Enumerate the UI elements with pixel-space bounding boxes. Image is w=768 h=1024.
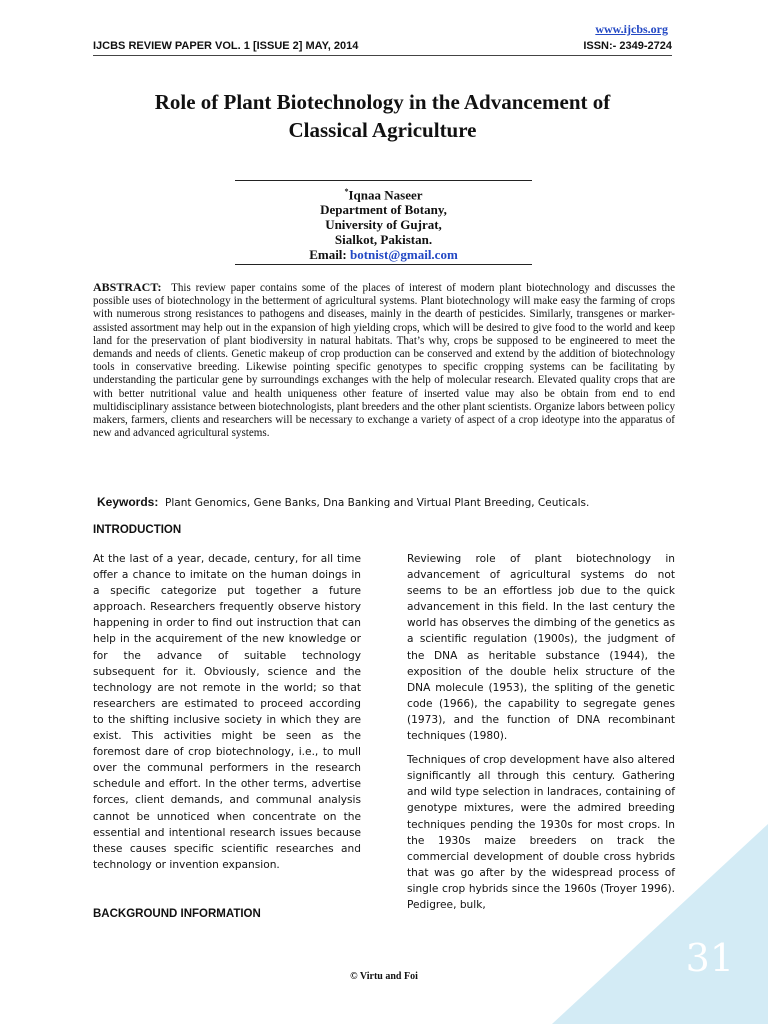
running-header	[93, 40, 672, 56]
title-line-1: Role of Plant Biotechnology in the Advancement of	[154, 90, 611, 114]
footer-copyright: © Virtu and Foi	[350, 971, 418, 982]
background-heading: BACKGROUND INFORMATION	[93, 908, 261, 920]
introduction-heading: INTRODUCTION	[93, 524, 182, 536]
author-email-line	[235, 247, 532, 262]
abstract-text: This review paper contains some of the places of interest of modern plant biotechnology and discusses the possible uses of biotechnology in the betterment of agricultural systems. Plant biotechnology will make easy the farming of crops with numerous strong resistances to pathogens and diseases, mainly in the dearth of pesticides. Similarly, transgenes or marker-assisted assortment may help out in the expansion of high yielding crops, which will be desired to give food to the world and keep land for the preservation of plant biodiversity in natural habitats. That’s why, crops be supposed to be engineered to meet the demands and needs of clients. Genetic makeup of crop production can be conserved and extend by the addition of biotechnology tools in conservative breeding. Likewise pointing specific genotypes to specific cropping systems can be facilitating by understanding the particular gene by surroundings exchanges with the help of molecular research. Elevated quality crops that are with better nutritional value and health uniqueness other feature of inserted value may also be obtain from end to end multidisciplinary assistance between biotechnologists, plant breeders and the other plant scientists. Organize labors between policy makers, farmers, clients and researchers will be necessary to exchange a variety of aspect of a crop ideotype into the apparatus of new and advanced agricultural systems.	[93, 282, 676, 440]
left-column	[93, 551, 361, 881]
keywords	[97, 495, 677, 509]
keywords-text: Plant Genomics, Gene Banks, Dna Banking and Virtual Plant Breeding, Ceuticals.	[165, 497, 590, 509]
keywords-label: Keywords:	[97, 495, 159, 509]
author-location: Sialkot, Pakistan.	[334, 232, 433, 248]
header-journal-info: IJCBS REVIEW PAPER VOL. 1 [ISSUE 2] MAY, 2014	[93, 40, 359, 52]
author-university: University of Gujrat,	[325, 217, 442, 233]
abstract	[93, 281, 675, 440]
paper-title	[93, 88, 672, 144]
header-issn: ISSN:- 2349-2724	[583, 40, 672, 52]
author-name-line	[235, 184, 532, 202]
right-paragraph-2: Techniques of crop development have also altered significantly all through this century. Gathering and wild type selection in landraces, containing of genotype mixtures, were the admired breeding techniques pending the 1930s for most crops. In the 1930s maize breeders on track the commercial development of double cross hybrids that was go after by the widespread process of single crop hybrids since the 1960s (Troyer 1996). Pedigree, bulk,	[407, 754, 675, 911]
site-link[interactable]: www.ijcbs.org	[595, 22, 668, 36]
author-department: Department of Botany,	[320, 202, 447, 218]
author-block	[235, 180, 532, 265]
author-marker: *	[344, 187, 349, 196]
author-name: Iqnaa Naseer	[348, 187, 423, 203]
email-label: Email:	[309, 247, 347, 263]
title-line-2: Classical Agriculture	[288, 118, 477, 142]
right-column	[407, 551, 675, 921]
right-paragraph-1: Reviewing role of plant biotechnology in advancement of agricultural systems do not seems to be an effortless job due to the quick advancement in this field. In the last century the world has observes the dimbing of the genetics as a scientific regulation (1900s), the judgment of the DNA as heritable substance (1944), the exposition of the double helix structure of the DNA molecule (1953), the spliting of the genetic code (1966), the capability to segregate genes (1973), and the function of DNA recombinant techniques (1980).	[407, 553, 675, 743]
page-number: 31	[685, 936, 734, 980]
email-link[interactable]: botnist@gmail.com	[350, 247, 458, 263]
abstract-label: ABSTRACT:	[93, 280, 162, 294]
intro-paragraph: At the last of a year, decade, century, for all time offer a chance to imitate on the human doings in a specific categorize put together a future approach. Researchers frequently observe history happening in order to find out instruction that can help in the acquirement of the new knowledge or for the advance of suitable technology subsequent for it. Obviously, science and the technology are not remote in the world; so that researchers are estimated to proceed according to the shifting inclusive society in which they are exist. This activities might be seen as the foremost dare of crop biotechnology, i.e., to mull over the communal performers in the research schedule and effort. In the other terms, advertise forces, client demands, and communal analysis cannot be unnoticed when concentrate on the essential and intentional research issues because these causes specific scientific researches and technology or invention expansion.	[93, 553, 361, 871]
